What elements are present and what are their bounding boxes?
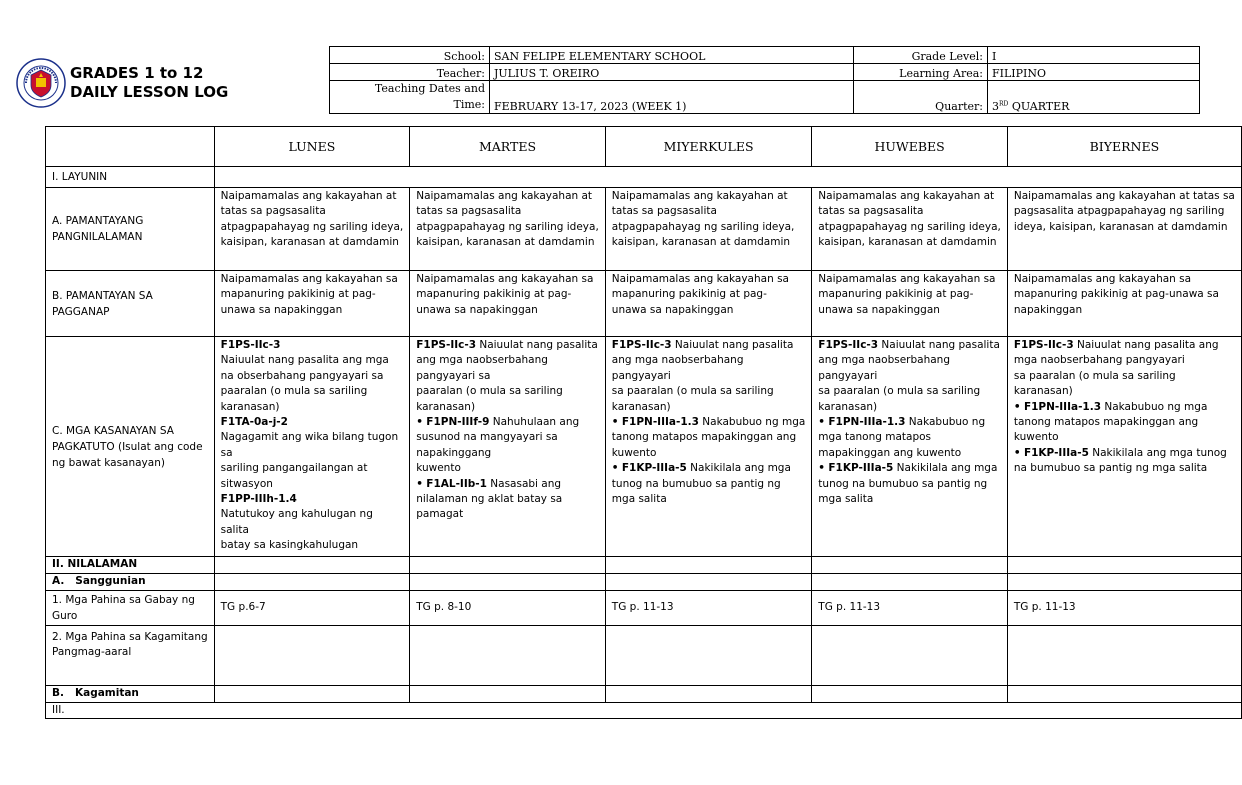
competency-code: F1PN-IIIa-1.3 [828,416,906,429]
tg-huwebes: TG p. 11-13 [812,591,1008,626]
text-line: kaisipan, karanasan at damdamin [611,236,791,249]
dll-title-line2: DAILY LESSON LOG [70,83,229,101]
pagganap-martes [410,271,606,337]
row-label-kagamitang-line1: 2. Mga Pahina sa Kagamitang [52,631,208,643]
row-sanggunian [46,574,1242,591]
text-line: sa paaralan (o mula sa sariling [818,385,981,398]
empty-cell [812,686,1008,703]
text-line: mga salita [611,493,667,506]
empty-cell [605,557,812,574]
text-line: unawa sa napakinggan [416,303,538,316]
text-line: ang mga naobserbahang [416,354,548,367]
text-line [1014,338,1235,353]
text-line: kuwento [416,462,461,475]
empty-cell [410,574,606,591]
row-label-layunin: I. LAYUNIN [46,167,215,188]
text-line [818,338,1001,353]
lesson-log-table [45,126,1242,719]
text-line: pangyayari [611,369,671,382]
competency-code: F1KP-IIIa-5 [1023,446,1089,459]
text-line: pamagat [416,508,464,521]
competency-code: F1PN-IIIf-9 [426,416,490,429]
row-label-kasanayan-line3: ng bawat kasanayan) [52,456,165,469]
row-label-pagganap [46,271,215,337]
row-iii [46,703,1242,719]
kasanayan-biyernes [1007,337,1241,557]
text-line: sariling pangangailangan at [220,462,368,475]
text-line [416,477,599,492]
row-nilalaman [46,557,1242,574]
quarter-number: 3 [992,100,999,113]
bullet-icon: • [818,416,826,429]
text-line: Natutukoy ang kahulugan ng [220,508,373,521]
text-line: mapanuring pakikinig at pag- [818,288,974,301]
text-line [612,338,806,353]
pamantayang-martes [410,188,606,271]
text-line: mapanuring pakikinig at pag- [611,288,767,301]
row-label-pamantayang-line2: PANGNILALAMAN [52,231,143,243]
kasanayan-miyerkules [605,337,812,557]
text-fragment: Naiuulat nang pasalita [476,339,598,351]
layunin-span-cell [214,167,1241,188]
row-label-iii: III. [46,703,1242,719]
row-layunin [46,167,1242,188]
text-line: kaisipan, karanasan at damdamin [220,236,399,249]
dates-label [330,81,490,114]
text-line [416,415,599,430]
day-header-huwebes: HUWEBES [812,127,1008,167]
text-line [1014,446,1235,461]
competency-code: F1TA-0a-j-2 [220,416,288,429]
row-pamantayan-pagganap [46,271,1242,337]
day-header-miyerkules: MIYERKULES [605,127,812,167]
text-line: paaralan (o mula sa sariling [220,385,368,398]
empty-cell [410,626,606,686]
corner-cell [46,127,215,167]
text-line: na bumubuo sa pantig ng mga salita [1013,462,1208,475]
text-line: tatas sa pagsasalita [416,205,522,218]
text-fragment: Nakikilala ang mga [686,462,791,475]
competency-code: F1AL-IIb-1 [426,477,487,490]
text-line: napakinggan [1013,303,1083,316]
empty-cell [410,686,606,703]
row-kasanayan-pagkatuto [46,337,1242,557]
row-label-nilalaman: II. NILALAMAN [46,557,215,574]
text-line: tatas sa pagsasalita [818,205,924,218]
empty-cell [605,626,812,686]
text-line: tanong matapos mapakinggan ang [611,431,797,444]
text-line: sa paaralan (o mula sa sariling [611,385,774,398]
text-fragment: Naiuulat nang pasalita ang [1073,339,1219,351]
text-line: Naipamamalas ang kakayahan sa [1013,273,1192,285]
competency-code: F1KP-IIIa-5 [621,462,687,475]
text-line: karanasan) [818,400,878,413]
info-table [329,46,1200,114]
text-line: ang mga naobserbahang [818,354,950,367]
text-line: paaralan (o mula sa sariling [416,385,563,398]
empty-cell [812,626,1008,686]
row-label-gabay-line2: Guro [52,610,78,622]
row-label-kasanayan-line1: C. MGA KASANAYAN SA [52,424,174,437]
text-line: unawa sa napakinggan [220,303,343,316]
pamantayang-lunes [214,188,410,271]
row-label-kasanayan-line2 [52,439,208,455]
tg-biyernes: TG p. 11-13 [1007,591,1241,626]
text-line: mga naobserbahang pangyayari [1013,354,1185,367]
text-line: mapanuring pakikinig at pag- [416,288,572,301]
text-line: sa [220,446,233,459]
text-fragment: Nakikilala ang mga [893,462,998,475]
competency-code: F1PS-IIc-3 [220,339,281,351]
day-header-lunes: LUNES [214,127,410,167]
kasanayan-martes [410,337,606,557]
row-kagamitan [46,686,1242,703]
text-line: mapanuring pakikinig at pag- [220,288,376,301]
bullet-icon: • [611,462,619,475]
text-line: karanasan) [416,400,476,413]
empty-cell [812,557,1008,574]
text-line: karanasan) [1013,385,1073,398]
text-line: ang mga naobserbahang [611,354,744,367]
school-value: SAN FELIPE ELEMENTARY SCHOOL [490,47,854,64]
grade-label: Grade Level: [854,47,988,64]
text-line: kaisipan, karanasan at damdamin [416,236,595,249]
kasanayan-lunes [214,337,410,557]
text-line: tunog na bumubuo sa pantig ng [818,477,988,490]
empty-cell [605,686,812,703]
text-line: batay sa kasingkahulugan [220,539,359,552]
text-line: karanasan) [611,400,671,413]
row-label-kagamitang-line2: Pangmag-aaral [52,646,132,659]
row-label-sanggunian-text: Sanggunian [75,575,146,588]
text-fragment: Nakabubuo ng [905,416,986,429]
empty-cell [1007,557,1241,574]
competency-code: F1PS-IIc-3 [611,339,672,351]
empty-cell [214,557,410,574]
row-pamantayang-pangnilalaman [46,188,1242,271]
bullet-icon: • [1013,400,1021,413]
text-line: kaisipan, karanasan at damdamin [818,236,997,249]
text-line: atpagpapahayag ng sariling ideya, [416,220,599,233]
text-line [818,461,1001,476]
quarter-text: QUARTER [1008,100,1070,113]
text-line [416,338,599,353]
dates-value: FEBRUARY 13-17, 2023 (WEEK 1) [490,81,854,114]
competency-code: F1PS-IIc-3 [818,339,879,351]
text-line: pagsasalita atpagpapahayag ng sariling [1013,205,1225,218]
row-label-kagamitan-letter: B. [52,687,64,700]
pagganap-biyernes [1007,271,1241,337]
text-line: unawa sa napakinggan [611,303,734,316]
empty-cell [214,574,410,591]
text-line: Naipamamalas ang kakayahan at [416,190,593,202]
row-kagamitang-pangmag-aaral [46,626,1242,686]
text-line: mapakinggan ang kuwento [818,446,962,459]
text-line: mga salita [818,493,874,506]
bullet-icon: • [818,462,826,475]
day-header-martes: MARTES [410,127,606,167]
text-line: Naipamamalas ang kakayahan sa [818,273,996,285]
bullet-icon: • [416,416,423,429]
text-line: kuwento [611,446,657,459]
grade-value: I [988,47,1200,64]
text-line: sa paaralan (o mula sa sariling [1013,369,1176,382]
day-header-row [46,127,1242,167]
quarter-label: Quarter: [854,81,988,114]
row-label-kagamitan [46,686,215,703]
text-line: atpagpapahayag ng sariling ideya, [611,220,795,233]
row-label-kagamitan-text: Kagamitan [74,687,139,700]
bullet-icon: • [416,477,423,490]
dates-label-line1: Teaching Dates and [374,82,485,95]
text-line [612,415,806,430]
text-line: Naipamamalas ang kakayahan at [818,190,995,202]
text-line: Naipamamalas ang kakayahan at [611,190,788,202]
dates-label-line2: Time: [453,98,485,111]
day-header-biyernes: BIYERNES [1007,127,1241,167]
text-line: Naipamamalas ang kakayahan sa [220,273,398,285]
empty-cell [214,686,410,703]
text-fragment: Nakabubuo ng mga [1101,400,1208,413]
text-line: Nagagamit ang wika bilang tugon [220,431,399,444]
pamantayang-huwebes [812,188,1008,271]
text-line: susunod na mangyayari sa [416,431,558,444]
text-line: Naiuulat nang pasalita ang mga [220,354,389,367]
tg-lunes: TG p.6-7 [214,591,410,626]
text-line [1014,400,1235,415]
text-line: atpagpapahayag ng sariling ideya, [818,220,1001,233]
text-line: mapanuring pakikinig at pag-unawa sa [1013,288,1219,301]
text-line: pangyayari [818,369,878,382]
text-line: Naipamamalas ang kakayahan sa [611,273,789,285]
competency-code: F1PP-IIIh-1.4 [220,493,297,506]
dll-title-line1: GRADES 1 to 12 [70,64,204,82]
row-label-kagamitang [46,626,215,686]
pagganap-miyerkules [605,271,812,337]
competency-code: F1KP-IIIa-5 [828,462,894,475]
quarter-value [988,81,1200,114]
deped-seal-logo [16,58,66,108]
text-line: tanong matapos mapakinggan ang [1013,416,1199,429]
text-line: napakinggang [416,446,492,459]
kasanayan-huwebes [812,337,1008,557]
empty-cell [214,626,410,686]
empty-cell [1007,626,1241,686]
text-line: kuwento [1013,431,1059,444]
text-line: na obserbahang pangyayari sa [220,369,384,382]
text-line [818,415,1001,430]
tg-martes: TG p. 8-10 [410,591,606,626]
row-label-pagganap-line1: B. PAMANTAYAN SA [52,289,153,302]
pagganap-lunes [214,271,410,337]
text-fragment: Naiuulat nang pasalita [671,339,794,351]
text-fragment: Nakabubuo ng mga [698,416,806,429]
text-line: Naipamamalas ang kakayahan at [220,190,397,202]
text-line: karanasan) [220,400,280,413]
row-label-kasanayan [46,337,215,557]
empty-cell [1007,686,1241,703]
row-label-pagganap-line2: PAGGANAP [52,305,110,318]
competency-code: F1PS-IIc-3 [416,339,477,351]
empty-cell [605,574,812,591]
school-label: School: [330,47,490,64]
row-label-kasanayan-bold: PAGKATUTO [52,440,115,453]
text-line: salita [220,523,249,536]
pamantayang-biyernes [1007,188,1241,271]
pagganap-huwebes [812,271,1008,337]
row-label-sanggunian [46,574,215,591]
text-line: mga tanong matapos [818,431,932,444]
text-line: tunog na bumubuo sa pantig ng [611,477,781,490]
competency-code: F1PN-IIIa-1.3 [1023,400,1102,413]
text-fragment: Naiuulat nang pasalita [878,339,1000,351]
empty-cell [410,557,606,574]
dll-title [70,64,228,102]
competency-code: F1PN-IIIa-1.3 [621,416,699,429]
tg-miyerkules: TG p. 11-13 [605,591,812,626]
pamantayang-miyerkules [605,188,812,271]
text-line [612,461,806,476]
text-line: unawa sa napakinggan [818,303,940,316]
row-label-sanggunian-letter: A. [52,575,65,588]
row-gabay-guro [46,591,1242,626]
quarter-suffix: RD [999,100,1009,108]
text-line: Naipamamalas ang kakayahan at tatas sa [1013,190,1235,202]
teacher-value: JULIUS T. OREIRO [490,64,854,81]
text-line: tatas sa pagsasalita [611,205,717,218]
area-label: Learning Area: [854,64,988,81]
row-label-kasanayan-note: (Isulat ang code [114,440,203,453]
competency-code: F1PS-IIc-3 [1013,339,1074,351]
text-line: nilalaman ng aklat batay sa [416,493,563,506]
empty-cell [1007,574,1241,591]
text-line: ideya, kaisipan, karanasan at damdamin [1013,220,1228,233]
bullet-icon: • [611,416,619,429]
row-label-pamantayang [46,188,215,271]
text-line: atpagpapahayag ng sariling ideya, [220,220,404,233]
bullet-icon: • [1013,446,1021,459]
row-label-gabay [46,591,215,626]
text-line: sitwasyon [220,477,273,490]
text-line: Naipamamalas ang kakayahan sa [416,273,594,285]
text-fragment: Nakikilala ang mga tunog [1088,446,1227,459]
text-line: tatas sa pagsasalita [220,205,326,218]
teacher-label: Teacher: [330,64,490,81]
empty-cell [812,574,1008,591]
area-value: FILIPINO [988,64,1200,81]
text-line: pangyayari sa [416,369,491,382]
text-fragment: Nasasabi ang [486,477,562,490]
row-label-pamantayang-line1: A. PAMANTAYANG [52,215,144,227]
text-fragment: Nahuhulaan ang [489,416,580,429]
row-label-gabay-line1: 1. Mga Pahina sa Gabay ng [52,594,195,606]
